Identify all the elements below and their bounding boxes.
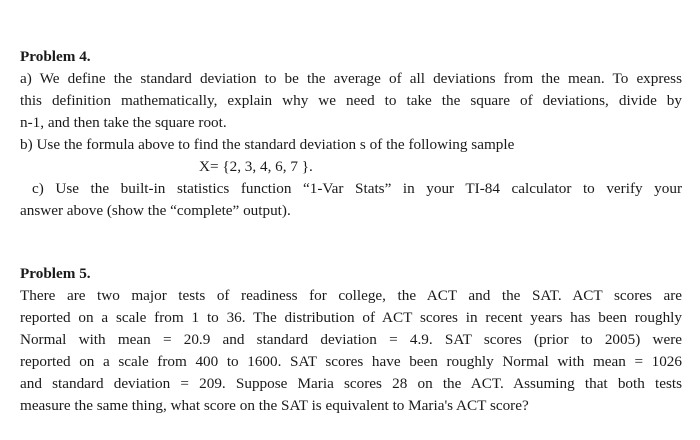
- problem-5: [20, 263, 682, 417]
- problem-5-title: Problem 5.: [20, 265, 91, 282]
- problem-4-line-a1: a) We define the standard deviation to be the average of all deviations from the mean. To express: [20, 70, 682, 87]
- document-page: [20, 46, 682, 417]
- problem-5-line-6: measure the same thing, what score on the SAT is equivalent to Maria's ACT score?: [20, 397, 529, 414]
- problem-4-sample-formula: X= {2, 3, 4, 6, 7 }.: [199, 158, 313, 175]
- problem-5-line-2: reported on a scale from 1 to 36. The distribution of ACT scores in recent years has been roughly: [20, 309, 682, 326]
- problem-4-line-a3: n-1, and then take the square root.: [20, 114, 227, 131]
- problem-4: [20, 46, 682, 222]
- problem-4-title: Problem 4.: [20, 48, 91, 65]
- problem-4-line-c2: answer above (show the “complete” output).: [20, 202, 291, 219]
- section-spacer: [20, 222, 682, 263]
- problem-5-line-1: There are two major tests of readiness for college, the ACT and the SAT. ACT scores are: [20, 287, 682, 304]
- problem-5-line-4: reported on a scale from 400 to 1600. SAT scores have been roughly Normal with mean = 1026: [20, 353, 682, 370]
- problem-4-line-c1: c) Use the built-in statistics function “1-Var Stats” in your TI-84 calculator to verify your: [32, 180, 682, 197]
- problem-4-line-b1: b) Use the formula above to find the standard deviation s of the following sample: [20, 136, 515, 153]
- problem-4-line-a2: this definition mathematically, explain why we need to take the square of deviations, divide by: [20, 92, 682, 109]
- problem-5-line-3: Normal with mean = 20.9 and standard deviation = 4.9. SAT scores (prior to 2005) were: [20, 331, 682, 348]
- problem-5-line-5: and standard deviation = 209. Suppose Maria scores 28 on the ACT. Assuming that both tests: [20, 375, 682, 392]
